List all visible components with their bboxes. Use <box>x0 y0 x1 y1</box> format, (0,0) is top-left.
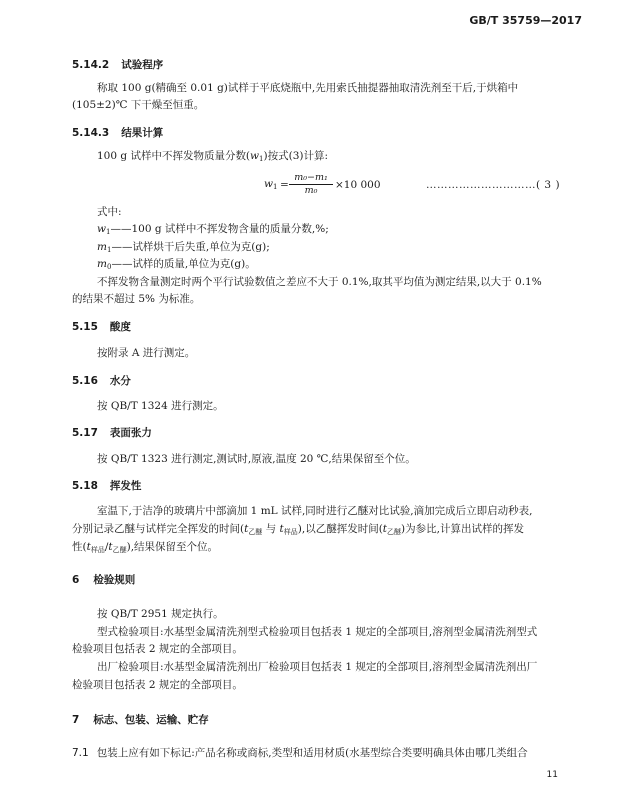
text-run: )为参比,计算出试样的挥发 <box>401 523 524 535</box>
page-number: 11 <box>546 770 558 780</box>
equals-sign: = <box>280 179 289 191</box>
fraction <box>289 172 333 197</box>
variable: w <box>250 150 260 162</box>
section-title: 酸度 <box>109 321 131 333</box>
subscript: 1 <box>106 246 112 254</box>
definition-text: ——100 g 试样中不挥发物含量的质量分数,%; <box>110 223 329 235</box>
text-run: ),结果保留至个位。 <box>126 541 219 553</box>
variable: w <box>97 223 106 235</box>
section-number: 5.18 <box>72 480 98 492</box>
paragraph-line <box>97 149 328 166</box>
variable: t <box>279 523 284 535</box>
subscript: 乙醚 <box>112 546 127 554</box>
definition-line <box>97 222 329 239</box>
paragraph-line: 检验项目包括表 2 规定的全部项目。 <box>72 643 243 655</box>
definition-text: ——试样烘干后失重,单位为克(g); <box>111 241 270 253</box>
paragraph-line: 出厂检验项目:水基型金属清洗剂出厂检验项目包括表 1 规定的全部项目,溶剂型金属清洗剂出厂 <box>97 661 538 673</box>
section-5-15-heading <box>72 320 131 334</box>
paragraph-line: 检验项目包括表 2 规定的全部项目。 <box>72 679 243 691</box>
paragraph-line: 按附录 A 进行测定。 <box>97 347 196 359</box>
section-number: 7.1 <box>72 747 89 759</box>
section-number: 5.17 <box>72 427 98 439</box>
paragraph-line: 按 QB/T 1324 进行测定。 <box>97 400 224 412</box>
paragraph-line: 型式检验项目:水基型金属清洗剂型式检验项目包括表 1 规定的全部项目,溶剂型金属清洗剂型式 <box>97 626 538 638</box>
section-title: 标志、包装、运输、贮存 <box>93 714 209 726</box>
paragraph-line: 的结果不超过 5% 为标准。 <box>72 293 201 305</box>
section-title: 检验规则 <box>93 574 136 586</box>
paragraph-line <box>72 746 528 760</box>
text-run: 性( <box>72 541 87 553</box>
text-run: )按式(3)计算: <box>263 150 329 162</box>
paragraph-line: 不挥发物含量测定时两个平行试验数值之差应不大于 0.1%,取其平均值为测定结果,以大于 0.1% <box>97 276 542 288</box>
subscript: 乙醚 <box>248 528 263 536</box>
section-7-heading <box>72 713 209 727</box>
section-5-14-2-heading <box>72 58 163 72</box>
numerator: m₀−m₁ <box>289 172 333 185</box>
paragraph-line: (105±2)℃ 下干燥至恒重。 <box>72 99 205 111</box>
section-6-heading <box>72 573 135 587</box>
paragraph-line: 室温下,于洁净的玻璃片中部滴加 1 mL 试样,同时进行乙醚对比试验,滴加完成后立即启动秒表, <box>97 505 533 517</box>
text-run: 包装上应有如下标记:产品名称或商标,类型和适用材质(水基型综合类要明确具体由哪几类组合 <box>96 747 528 759</box>
section-5-18-heading <box>72 479 141 493</box>
equation-leader-dots <box>426 179 560 191</box>
section-title: 挥发性 <box>109 480 142 492</box>
text-run: 分别记录乙醚与试样完全挥发的时间( <box>72 523 245 535</box>
definition-line <box>97 257 256 274</box>
text-run: / <box>104 541 109 553</box>
subscript: 1 <box>106 228 111 236</box>
subscript: 样品 <box>90 546 105 554</box>
definition-line <box>97 240 270 257</box>
subscript: 0 <box>106 263 112 271</box>
variable: t <box>86 541 91 553</box>
equation-lhs <box>264 178 277 191</box>
variable: t <box>108 541 113 553</box>
subscript: 样品 <box>283 528 298 536</box>
section-title: 结果计算 <box>121 127 164 139</box>
denominator: m₀ <box>304 185 318 196</box>
subscript: 乙醚 <box>387 528 402 536</box>
section-5-17-heading <box>72 426 152 440</box>
section-number: 7 <box>72 714 80 726</box>
section-number: 5.14.3 <box>72 127 110 139</box>
text-run: ),以乙醚挥发时间( <box>297 523 383 535</box>
variable: m <box>97 241 107 253</box>
paragraph-line: 称取 100 g(精确至 0.01 g)试样于平底烧瓶中,先用索氏抽提器抽取清洗剂至干后,于烘箱中 <box>97 82 519 94</box>
section-number: 5.16 <box>72 375 98 387</box>
standard-number: GB/T 35759—2017 <box>469 14 582 27</box>
subscript: 1 <box>259 155 264 163</box>
paragraph-line: 按 QB/T 1323 进行测定,测试时,原液,温度 20 ℃,结果保留至个位。 <box>97 453 416 465</box>
section-5-16-heading <box>72 374 131 388</box>
section-number: 6 <box>72 574 80 586</box>
section-title: 试验程序 <box>121 59 164 71</box>
definition-text: ——试样的质量,单位为克(g)。 <box>111 258 256 270</box>
paragraph-line <box>72 540 218 557</box>
section-title: 表面张力 <box>109 427 152 439</box>
section-number: 5.14.2 <box>72 59 110 71</box>
text-run: 100 g 试样中不挥发物质量分数( <box>97 150 251 162</box>
section-5-14-3-heading <box>72 126 163 140</box>
variable: t <box>244 523 249 535</box>
paragraph-line <box>72 522 524 539</box>
where-label: 式中: <box>97 206 122 218</box>
paragraph-line: 按 QB/T 2951 规定执行。 <box>97 608 224 620</box>
section-number: 5.15 <box>72 321 98 333</box>
leader-dots: ………………………… <box>426 179 536 191</box>
text-run: 与 <box>262 523 280 535</box>
equation-multiplier: ×10 000 <box>335 179 381 191</box>
equation-label: ( 3 ) <box>536 179 561 191</box>
subscript: 1 <box>273 183 278 191</box>
variable: m <box>97 258 107 270</box>
variable: w <box>264 178 273 190</box>
variable: t <box>382 523 388 535</box>
section-title: 水分 <box>109 375 131 387</box>
